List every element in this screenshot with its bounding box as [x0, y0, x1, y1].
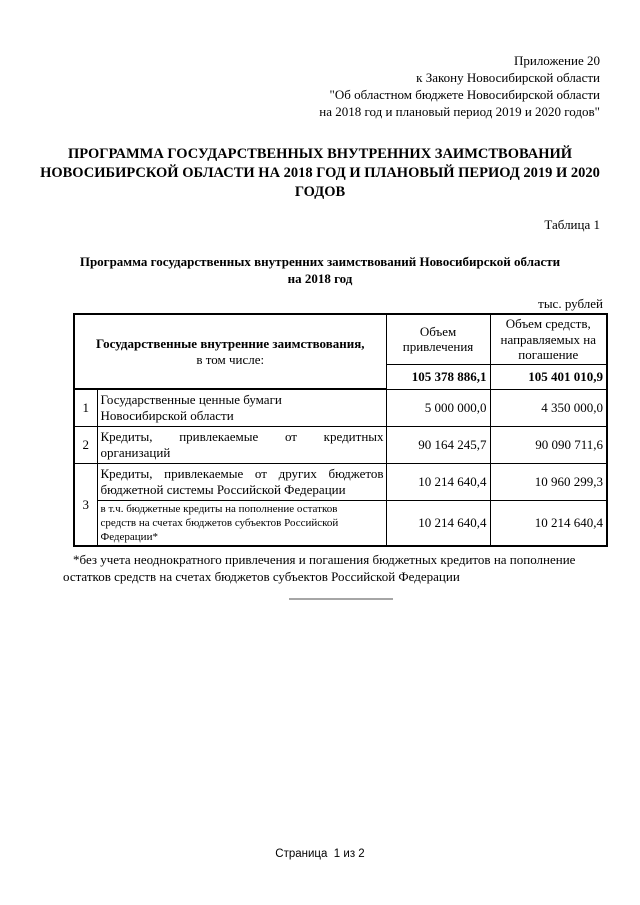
table-row [74, 389, 607, 427]
row-number: 3 [74, 464, 97, 547]
table-row [74, 427, 607, 464]
table-subrow [74, 501, 607, 547]
document-title-line: ГОДОВ [294, 184, 346, 200]
row-description [97, 464, 386, 501]
row-description-line: организаций [100, 445, 171, 460]
row-description [97, 501, 386, 547]
header-borrowings-sub: в том числе: [196, 351, 265, 367]
appendix-line: "Об областном бюджете Новосибирской области [329, 87, 600, 102]
attract-value: 10 214 640,4 [386, 501, 490, 547]
table-subtitle [40, 253, 600, 287]
attract-value: 90 164 245,7 [386, 427, 490, 464]
row-number: 1 [74, 389, 97, 427]
footnote [63, 551, 610, 585]
row-description-line: Кредиты, привлекаемые от кредитных [100, 429, 384, 444]
attract-value: 10 214 640,4 [386, 464, 490, 501]
appendix-reference [0, 52, 600, 120]
page-number: Страница 1 из 2 [275, 848, 365, 860]
repay-value: 10 960 299,3 [490, 464, 607, 501]
document-title-line: ПРОГРАММА ГОСУДАРСТВЕННЫХ ВНУТРЕННИХ ЗАИМСТВОВАНИЙ [67, 146, 573, 162]
table-subtitle-line: на 2018 год [287, 271, 353, 286]
row-description-line: средств на счетах бюджетов субъектов Российской [100, 517, 339, 529]
borrowings-table [73, 313, 608, 547]
header-borrowings-cell [74, 314, 386, 389]
appendix-line: Приложение 20 [513, 53, 600, 68]
units-label: тыс. рублей [538, 296, 603, 311]
repay-value: 4 350 000,0 [490, 389, 607, 427]
row-description-line: Кредиты, привлекаемые от других бюджетов [100, 466, 384, 481]
row-description-line: в т.ч. бюджетные кредиты на пополнение остатков [100, 503, 338, 515]
header-repay-volume: Объем средств, направляемых на погашение [490, 314, 607, 364]
total-attract-value: 105 378 886,1 [386, 364, 490, 389]
row-description-line: Новосибирской области [100, 408, 234, 423]
document-title [40, 145, 600, 202]
footnote-divider [289, 598, 393, 600]
row-description-line: Государственные ценные бумаги [100, 392, 282, 407]
row-description [97, 427, 386, 464]
table-header-row [74, 314, 607, 364]
row-description-line: Федерации* [100, 531, 158, 543]
attract-value: 5 000 000,0 [386, 389, 490, 427]
row-description-line: бюджетной системы Российской Федерации [100, 482, 346, 497]
appendix-line: к Закону Новосибирской области [416, 70, 600, 85]
row-description [97, 389, 386, 427]
appendix-line: на 2018 год и плановый период 2019 и 2020 годов" [319, 104, 600, 119]
repay-value: 10 214 640,4 [490, 501, 607, 547]
table-subtitle-line: Программа государственных внутренних заимствований Новосибирской области [79, 254, 561, 269]
document-title-line: НОВОСИБИРСКОЙ ОБЛАСТИ НА 2018 ГОД И ПЛАНОВЫЙ ПЕРИОД 2019 И 2020 [40, 165, 600, 181]
footnote-line: *без учета неоднократного привлечения и погашения бюджетных кредитов на пополнение [73, 552, 576, 567]
header-attract-volume: Объем привлечения [386, 314, 490, 364]
table-row [74, 464, 607, 501]
total-repay-value: 105 401 010,9 [490, 364, 607, 389]
footnote-line: остатков средств на счетах бюджетов субъектов Российской Федерации [63, 569, 460, 584]
repay-value: 90 090 711,6 [490, 427, 607, 464]
row-number: 2 [74, 427, 97, 464]
table-caption: Таблица 1 [544, 217, 600, 232]
header-borrowings-title: Государственные внутренние заимствования, [96, 335, 365, 351]
